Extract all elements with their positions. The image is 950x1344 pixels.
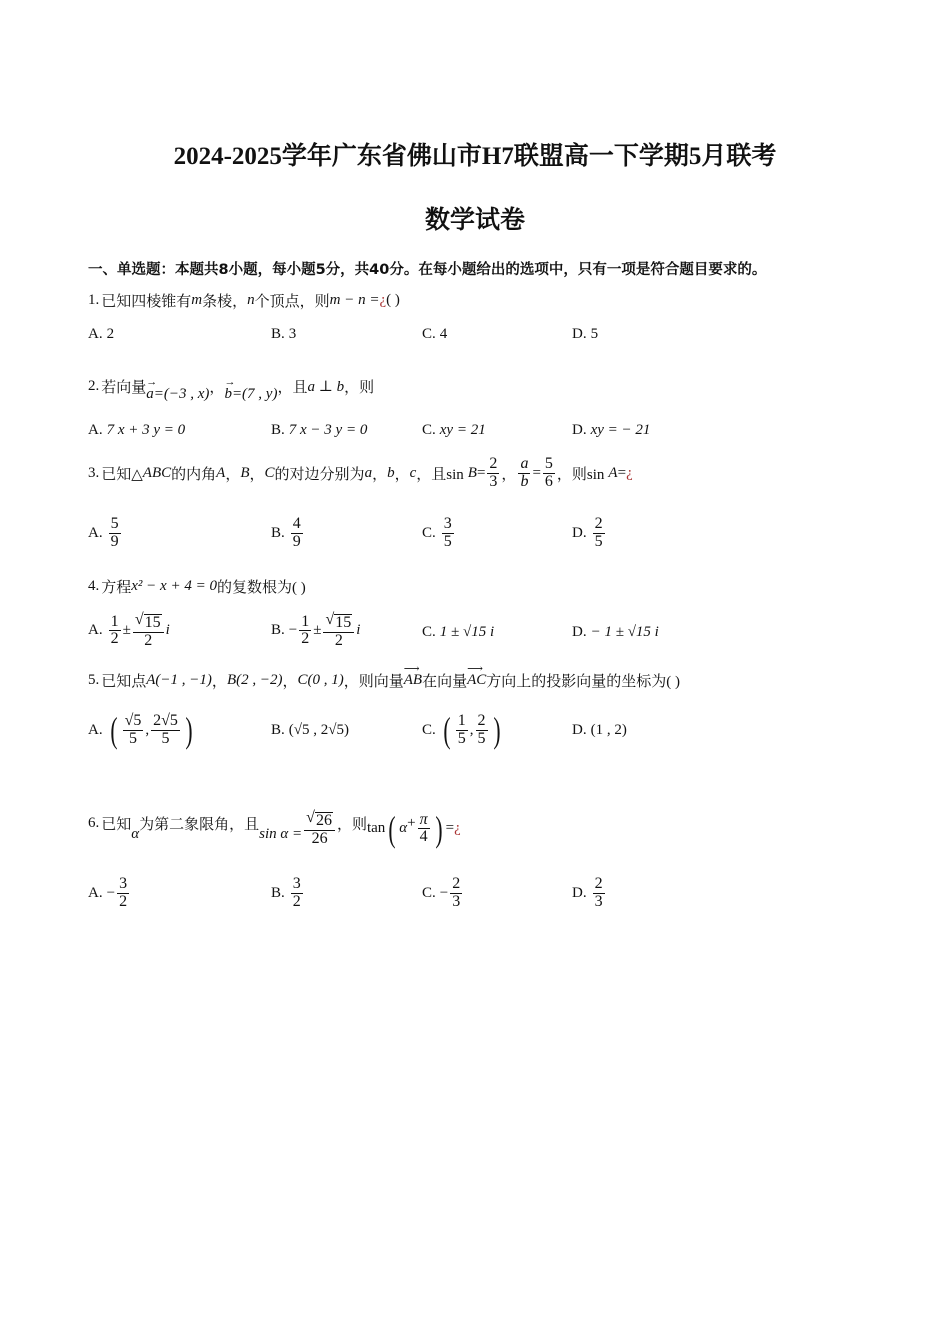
question-1: 1. 已知四棱锥有 m 条棱， n 个顶点，则 m − n = ¿ ( ) (88, 292, 400, 310)
question-2: 2. 若向量 → a =(−3 , x) ， → b =(7 , y) ，且 a ⊥ b ，则 (88, 376, 375, 402)
page-title: 2024-2025学年广东省佛山市H7联盟高一下学期5月联考 (173, 143, 777, 170)
q6-option-a: A. − $\frac{3}{2}$ (88, 875, 128, 910)
q4-option-c: C. 1 ± √15 i (422, 624, 495, 640)
q3-option-c: C. $\frac{3}{5}$ (422, 515, 452, 550)
q1-option-c: C. 4 (422, 326, 448, 342)
q3-option-d: D. $\frac{2}{5}$ (572, 515, 603, 550)
q3-option-a: A. $\frac{5}{9}$ (88, 515, 119, 550)
q5-option-b: B. (√5 , 2√5) (271, 722, 349, 738)
q4-option-a: A. $\frac{1}{2}$ ± √ 15 2 i (88, 611, 170, 649)
question-3: 3. 已知△ ABC 的内角 A ， B ， C 的对边分别为 a ， b ， c ，且sin B = $\frac{2}{3}$ ， $\frac{a}{b}$ = $\frac{5}{6}$ ，则sin A = ¿ (88, 455, 633, 490)
q3-option-b: B. $\frac{4}{9}$ (271, 515, 301, 550)
page-subtitle: 数学试卷 (424, 207, 525, 234)
section-heading: 一、单选题：本题共8小题，每小题5分，共40分。在每小题给出的选项中，只有一项是符合题目要求的。 (88, 262, 767, 278)
q6-option-d: D. $\frac{2}{3}$ (572, 875, 603, 910)
q2-option-d: D. xy = − 21 (572, 422, 651, 438)
question-5: 5. 已知点 A(−1 , −1) ， B(2 , −2) ， C(0 , 1) ，则向量 ⟶ AB 在向量 ⟶ AC 方向上的投影向量的坐标为( ) (88, 663, 681, 690)
q5-option-a: A. ( $\frac{√5}{5}$ , $\frac{2√5}{5}$ ) (88, 710, 193, 750)
q5-option-d: D. (1 , 2) (572, 722, 627, 738)
q6-option-c: C. − $\frac{2}{3}$ (422, 875, 461, 910)
q6-option-b: B. $\frac{3}{2}$ (271, 875, 301, 910)
q4-option-b: B. − $\frac{1}{2}$ ± √ 15 2 i (271, 611, 361, 649)
q1-option-b: B. 3 (271, 326, 297, 342)
question-6: 6. 已知 α 为第二象限角，且 sin α = √ 26 26 ，则 tan ( α + $\frac{\pi}{4}$ ) = ¿ (88, 808, 461, 849)
q4-option-d: D. − 1 ± √15 i (572, 624, 659, 640)
q2-option-a: A. 7 x + 3 y = 0 (88, 422, 186, 438)
q1-option-d: D. 5 (572, 326, 599, 342)
q2-option-b: B. 7 x − 3 y = 0 (271, 422, 368, 438)
q5-option-c: C. ( $\frac{1}{5}$ , $\frac{2}{5}$ ) (422, 710, 501, 750)
question-4: 4. 方程 x² − x + 4 = 0 的复数根为( ) (88, 578, 306, 596)
q2-option-c: C. xy = 21 (422, 422, 486, 438)
q1-option-a: A. 2 (88, 326, 115, 342)
